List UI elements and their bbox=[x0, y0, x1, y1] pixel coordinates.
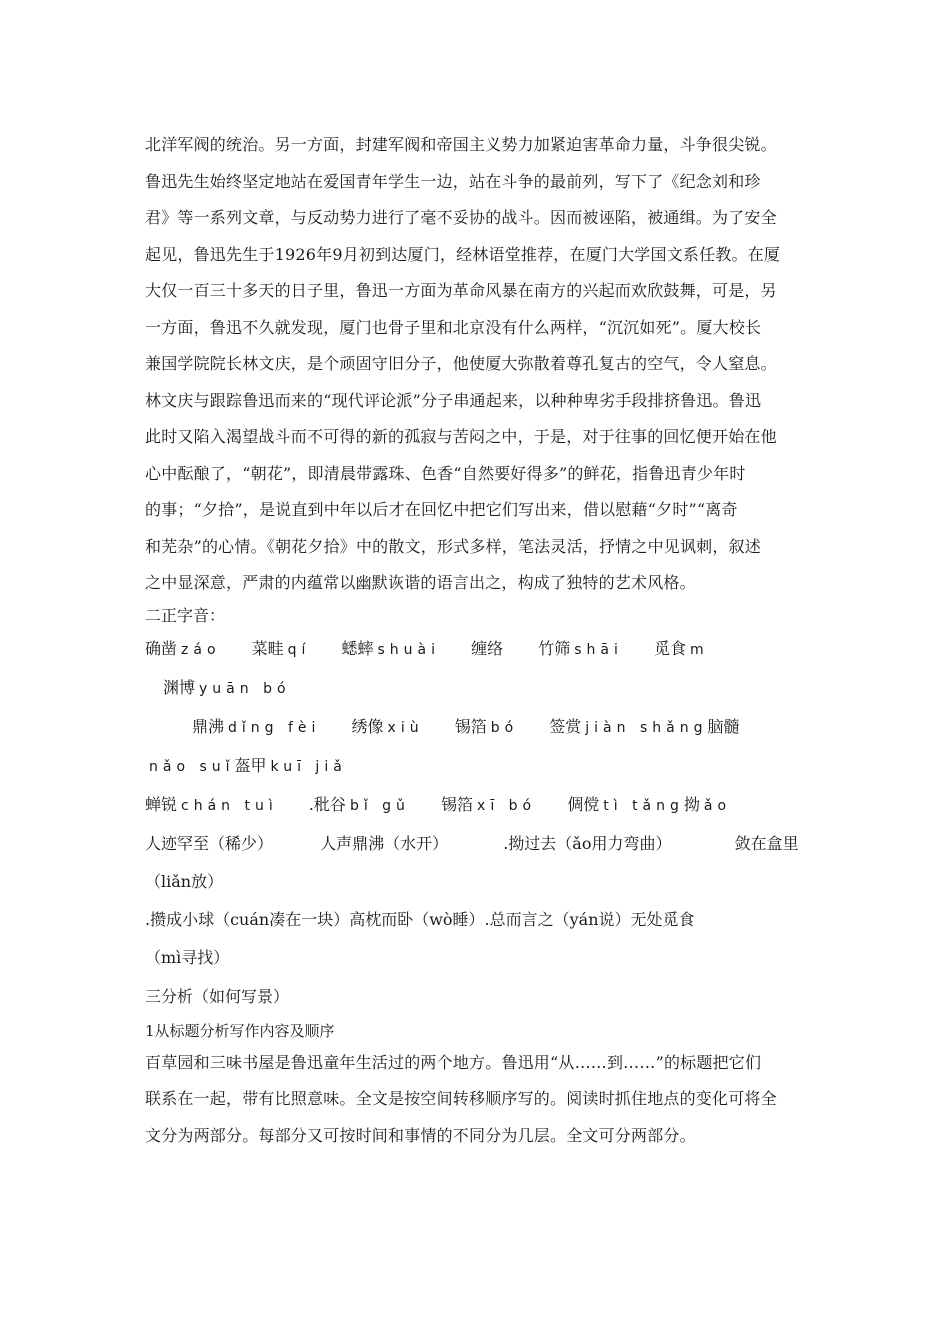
section-heading-pronunciation: 二正字音： bbox=[145, 605, 226, 625]
text-line: 之中显深意，严肃的内蕴常以幽默诙谐的语言出之，构成了独特的艺术风格。 bbox=[145, 573, 696, 592]
text-line: 林文庆与跟踪鲁迅而来的“现代评论派”分子串通起来，以种种卑劣手段排挤鲁迅。鲁迅 bbox=[145, 390, 762, 410]
pinyin-row-4 bbox=[145, 747, 810, 786]
pinyin-row-3 bbox=[145, 708, 810, 747]
text-line: 起见，鲁迅先生于1926年9月初到达厦门，经林语堂推荐，在厦门大学国文系任教。在厦 bbox=[145, 244, 781, 264]
pinyin-item: 蟋蟀 shuài bbox=[341, 638, 441, 658]
pinyin-item: .秕谷 bǐ gǔ bbox=[308, 794, 410, 814]
pinyin-item: 锡箔 xī bó bbox=[441, 794, 537, 814]
vocab-item: 人声鼎沸（水开） bbox=[320, 833, 449, 853]
intro-paragraph bbox=[145, 127, 810, 602]
vocab-row-2: （liǎn放） bbox=[145, 871, 224, 891]
text-line: 鲁迅先生始终坚定地站在爱国青年学生一边，站在斗争的最前列，写下了《纪念刘和珍 bbox=[145, 171, 761, 191]
pinyin-item: 竹筛 shāi bbox=[538, 638, 623, 658]
pinyin-item: 签赏 jiàn shǎng脑髓 bbox=[549, 716, 740, 736]
text-line: 和芜杂”的心情。《朝花夕拾》中的散文，形式多样，笔法灵活，抒情之中见讽刺，叙述 bbox=[145, 536, 761, 556]
sub-heading-title-analysis: 1从标题分析写作内容及顺序 bbox=[145, 1021, 335, 1040]
pinyin-row-5 bbox=[145, 786, 810, 825]
section-heading-analysis: 三分析（如何写景） bbox=[145, 986, 290, 1006]
text-line: 百草园和三味书屋是鲁迅童年生活过的两个地方。鲁迅用“从……到……”的标题把它们 bbox=[145, 1052, 762, 1072]
pinyin-item: nǎo suǐ盔甲 kuī jiǎ bbox=[149, 755, 347, 775]
pinyin-item: 蝉锐 chán tuì bbox=[145, 794, 278, 814]
text-line: 此时又陷入渴望战斗而不可得的新的孤寂与苦闷之中，于是，对于往事的回忆便开始在他 bbox=[145, 427, 777, 446]
pinyin-item: 确凿 záo bbox=[145, 638, 221, 658]
pinyin-item: 觅食 m bbox=[653, 638, 709, 658]
vocab-item: 人迹罕至（稀少） bbox=[145, 833, 274, 853]
text-line: 联系在一起，带有比照意味。全文是按空间转移顺序写的。阅读时抓住地点的变化可将全 bbox=[145, 1089, 777, 1108]
pinyin-item: 渊博 yuān bó bbox=[163, 677, 291, 697]
text-line: 心中酝酿了，“朝花”，即清晨带露珠、色香“自然要好得多”的鲜花，指鲁迅青少年时 bbox=[145, 463, 746, 483]
vocab-item: .拗过去（ǎo用力弯曲） bbox=[503, 833, 672, 853]
text-line: 文分为两部分。每部分又可按时间和事情的不同分为几层。全文可分两部分。 bbox=[145, 1125, 696, 1145]
pinyin-item: 鼎沸 dǐng fèi bbox=[192, 716, 321, 736]
vocab-row-4: （mì寻找） bbox=[145, 947, 230, 967]
vocab-item: 敛在盒里 bbox=[734, 833, 799, 853]
pinyin-item: 缠络 bbox=[471, 638, 504, 658]
pinyin-item: 菜畦 qí bbox=[251, 638, 311, 658]
text-line: 的事；“夕拾”，是说直到中年以后才在回忆中把它们写出来，借以慰藉“夕时”“离奇 bbox=[145, 500, 738, 519]
pinyin-row-1 bbox=[145, 630, 810, 669]
pinyin-row-2 bbox=[145, 669, 810, 708]
pinyin-item: 绣像 xiù bbox=[351, 716, 424, 736]
analysis-paragraph bbox=[145, 1045, 810, 1155]
vocab-row-1 bbox=[145, 825, 810, 863]
text-line: 大仅一百三十多天的日子里，鲁迅一方面为革命风暴在南方的兴起而欢欣鼓舞，可是，另 bbox=[145, 281, 777, 300]
vocab-row-3: .攒成小球（cuán凑在一块）高枕而卧（wò睡）.总而言之（yán说）无处觅食 bbox=[145, 909, 695, 929]
pinyin-item: 倜傥 tì tǎng拗 ǎo bbox=[567, 794, 732, 814]
text-line: 北洋军阀的统治。另一方面，封建军阀和帝国主义势力加紧迫害革命力量，斗争很尖锐。 bbox=[145, 135, 777, 154]
text-line: 兼国学院院长林文庆，是个顽固守旧分子，他使厦大弥散着尊孔复古的空气，令人窒息。 bbox=[145, 354, 777, 373]
pinyin-item: 锡箔 bó bbox=[454, 716, 519, 736]
text-line: 君》等一系列文章，与反动势力进行了毫不妥协的战斗。因而被诬陷，被通缉。为了安全 bbox=[145, 208, 777, 227]
text-line: 一方面，鲁迅不久就发现，厦门也骨子里和北京没有什么两样，“沉沉如死”。厦大校长 bbox=[145, 317, 762, 337]
